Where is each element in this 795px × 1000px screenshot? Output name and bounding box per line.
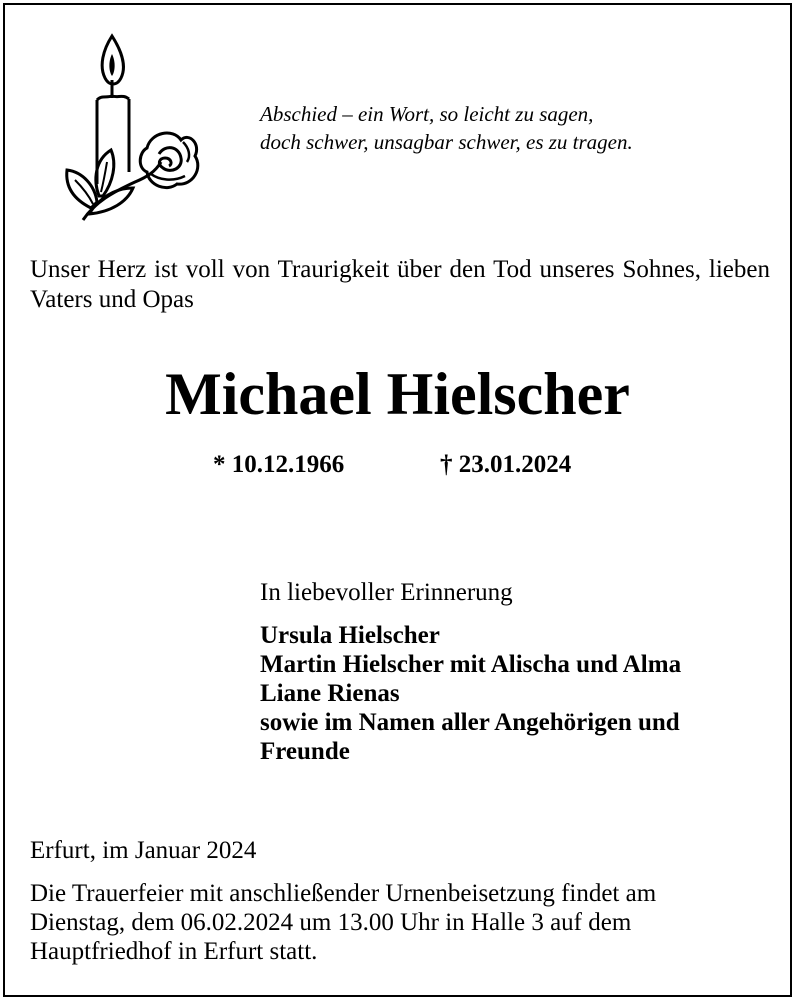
death-date: † 23.01.2024 (440, 451, 572, 478)
birth-date: * 10.12.1966 (213, 451, 345, 478)
candle-with-rose-icon (55, 32, 205, 224)
farewell-poem (260, 100, 633, 156)
family-member: Freunde (260, 738, 350, 765)
poem-line: doch schwer, unsagbar schwer, es zu tragen. (260, 130, 633, 154)
service-line: Hauptfriedhof in Erfurt statt. (30, 938, 318, 965)
place-date: Erfurt, im Januar 2024 (30, 837, 257, 864)
family-member: Martin Hielscher mit Alischa und Alma (260, 651, 682, 678)
family-list (260, 621, 681, 766)
memory-label: In liebevoller Erinnerung (260, 579, 513, 606)
family-member: Ursula Hielscher (260, 622, 440, 649)
service-info (30, 879, 656, 966)
intro-text: Unser Herz ist voll von Traurigkeit über den Tod unseres Sohnes, lieben Vaters und Opas (30, 256, 770, 313)
service-line: Dienstag, dem 06.02.2024 um 13.00 Uhr in Halle 3 auf dem (30, 909, 632, 936)
poem-line: Abschied – ein Wort, so leicht zu sagen, (260, 102, 594, 126)
deceased-name: Michael Hielscher (165, 361, 630, 427)
family-member: Liane Rienas (260, 680, 400, 707)
service-line: Die Trauerfeier mit anschließender Urnenbeisetzung findet am (30, 880, 657, 907)
family-member: sowie im Namen aller Angehörigen und (260, 709, 680, 736)
